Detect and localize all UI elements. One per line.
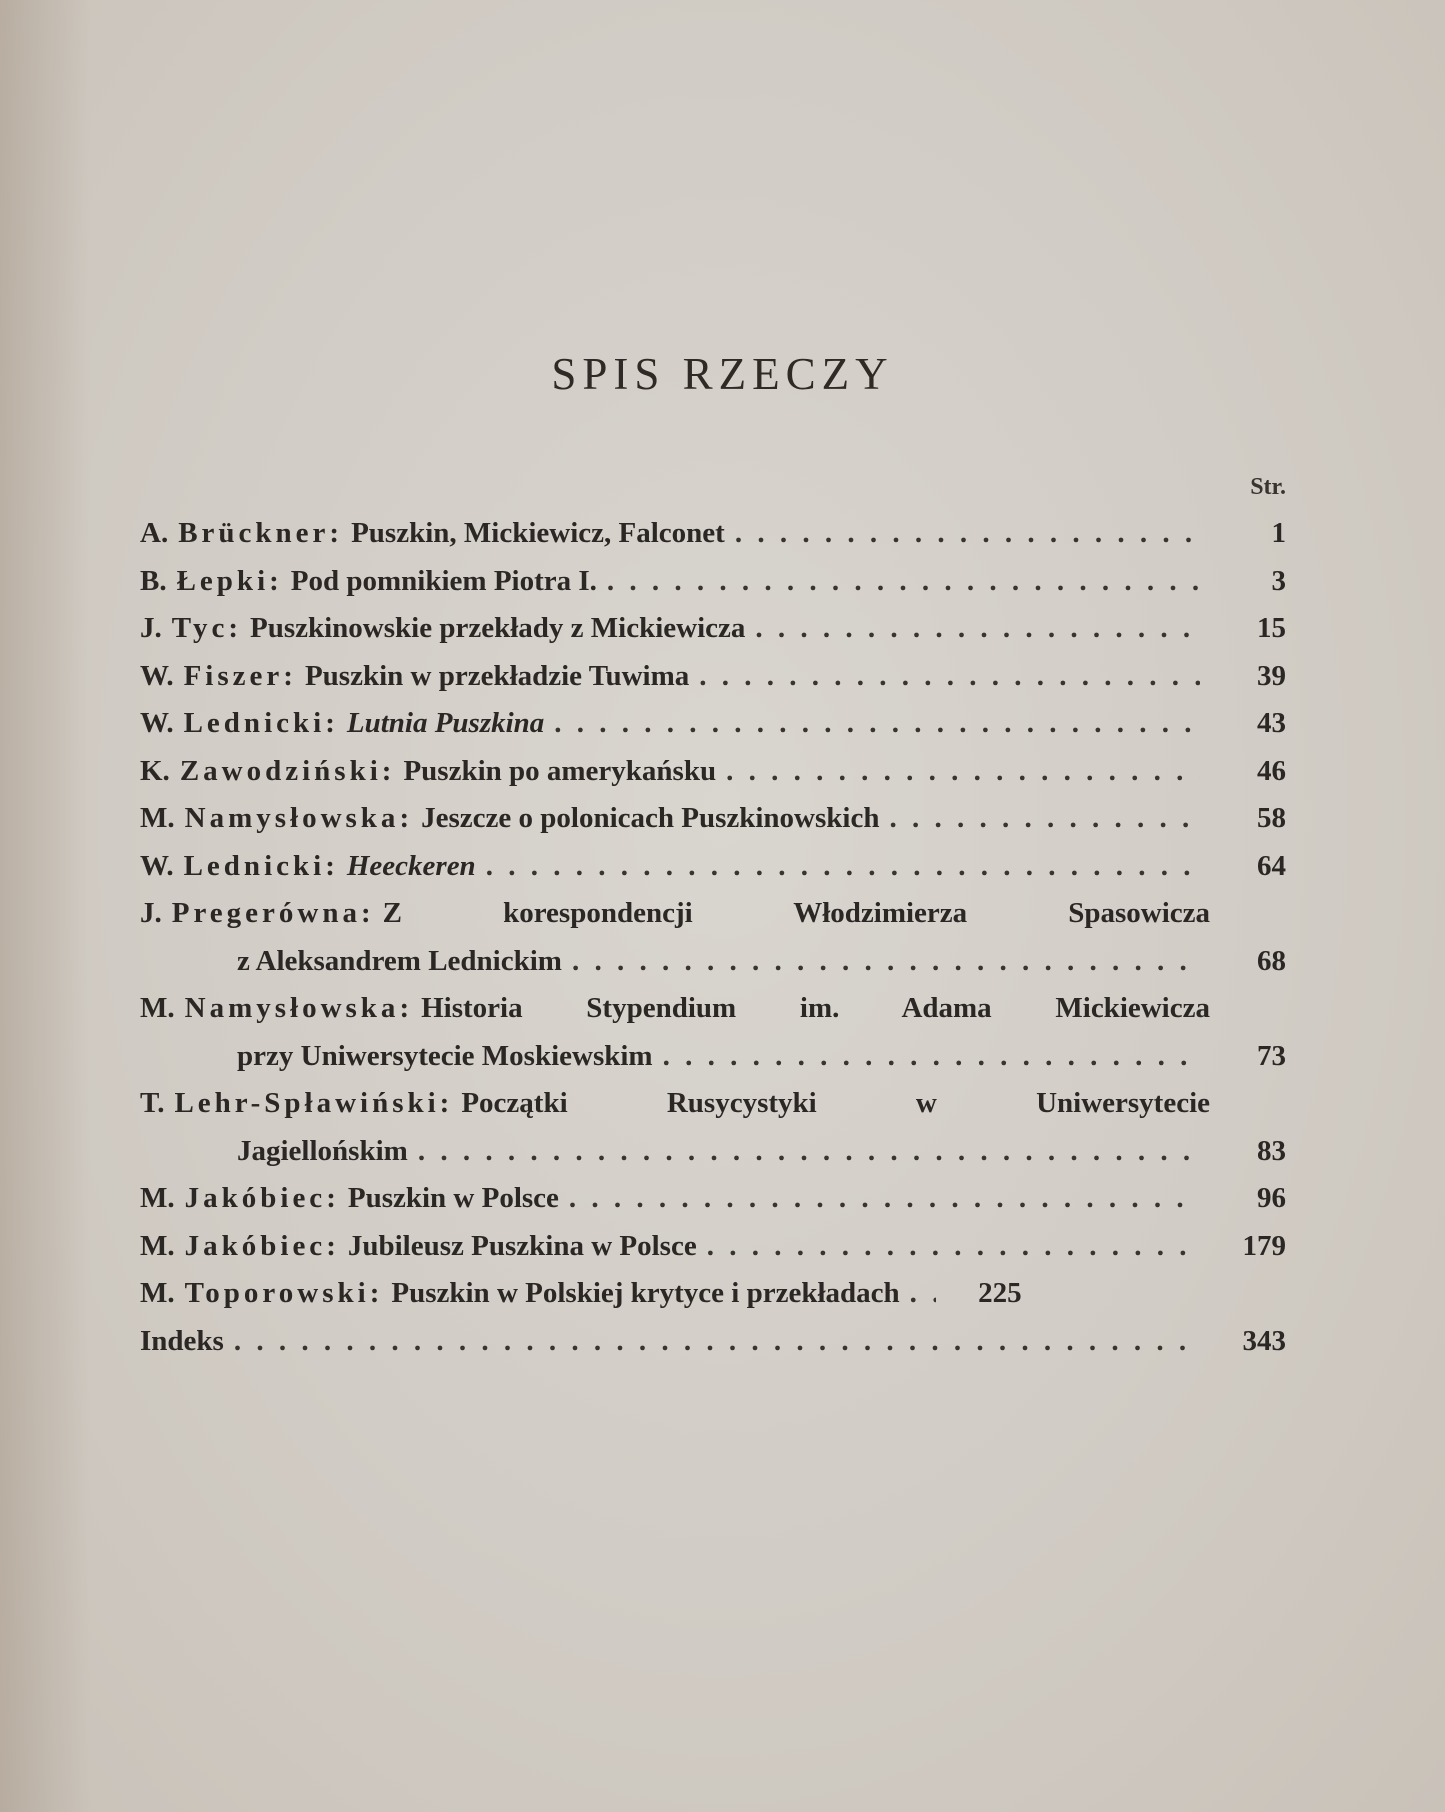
entry-page-number: 83: [1257, 1134, 1286, 1167]
entry-title: Pod pomnikiem Piotra I.: [290, 564, 597, 597]
toc-entry: M. Jakóbiec : Puszkin w Polsce . . . 96: [140, 1175, 1286, 1223]
dot-leader: [699, 653, 1200, 701]
entry-page-number: 43: [1257, 707, 1286, 739]
entry-author: W. Lednicki: [140, 707, 326, 739]
entry-page-number: 1: [1271, 517, 1286, 549]
page-column-label: Str.: [1250, 474, 1286, 500]
entry-title: Puszkin, Mickiewicz, Falconet: [351, 517, 725, 549]
table-of-contents: [140, 510, 1286, 1365]
dot-leader: [726, 748, 1200, 796]
toc-entry: W. Lednicki : Lutnia Puszkina . . . 43: [140, 700, 1286, 748]
entry-author: T. Lehr-Spławiński: [140, 1087, 440, 1119]
toc-entry-continuation: [140, 1128, 1286, 1176]
entry-title: Jeszcze o polonicach Puszkinowskich: [421, 802, 880, 834]
entry-title: Jubileusz Puszkina w Polsce: [347, 1229, 697, 1262]
toc-entry: M. Jakóbiec : Jubileusz Puszkina w Polsce . . . 179: [140, 1223, 1286, 1271]
entry-author: M. Namysłowska: [140, 992, 400, 1024]
entry-author: M. Jakóbiec: [140, 1229, 327, 1262]
entry-author: W. Lednicki: [140, 849, 326, 882]
entry-title: Historia Stypendium im. Adama Mickiewicza: [421, 992, 1210, 1024]
entry-page-number: 39: [1257, 659, 1286, 692]
toc-entry: W. Lednicki : Heeckeren . . . 64: [140, 843, 1286, 891]
toc-entry: J. Tyc : Puszkinowskie przekłady z Mickiewicza . . . 15: [140, 605, 1286, 653]
toc-entry: M. Namysłowska : Jeszcze o polonicach Puszkinowskich . . . 58: [140, 795, 1286, 843]
entry-title-continuation: z Aleksandrem Lednickim: [237, 944, 562, 977]
entry-page-number: 58: [1257, 802, 1286, 834]
toc-entry: T. Lehr-Spławiński : Początki Rusycystyki w Uniwersytecie: [140, 1080, 1286, 1128]
toc-entry: M. Namysłowska : Historia Stypendium im. Adama Mickiewicza: [140, 985, 1286, 1033]
entry-title: Puszkin w Polskiej krytyce i przekładach: [391, 1277, 900, 1309]
toc-entry-continuation: [140, 1033, 1286, 1081]
entry-author: B. Łepki: [140, 564, 270, 597]
toc-entry-continuation: [140, 938, 1286, 986]
entry-title: Heeckeren: [346, 849, 476, 882]
toc-entry: J. Pregerówna : Z korespondencji Włodzimierza Spasowicza: [140, 890, 1286, 938]
entry-page-number: 15: [1257, 612, 1286, 644]
entry-author: M. Jakóbiec: [140, 1182, 327, 1214]
dot-leader: [755, 605, 1200, 653]
dot-leader: [707, 1223, 1200, 1271]
entry-title: Lutnia Puszkina: [346, 707, 545, 739]
dot-leader: [889, 795, 1200, 843]
entry-title-continuation: Jagiellońskim: [237, 1134, 408, 1167]
entry-page-number: 96: [1257, 1182, 1286, 1214]
entry-title: Indeks: [140, 1324, 224, 1357]
dot-leader: [910, 1270, 936, 1318]
toc-entry: M. Toporowski : Puszkin w Polskiej krytyce i przekładach . . . 225: [140, 1270, 1286, 1318]
entry-author: J. Pregerówna: [140, 897, 361, 929]
entry-author: M. Namysłowska: [140, 802, 400, 834]
entry-author: A. Brückner: [140, 517, 330, 549]
dot-leader: [418, 1128, 1200, 1176]
dot-leader: [607, 558, 1200, 606]
entry-page-number: 64: [1257, 849, 1286, 882]
entry-title: Początki Rusycystyki w Uniwersytecie: [461, 1087, 1210, 1119]
dot-leader: [554, 700, 1200, 748]
entry-page-number: 68: [1257, 944, 1286, 977]
entry-page-number: 179: [1242, 1229, 1286, 1262]
toc-entry: A. Brückner : Puszkin, Mickiewicz, Falconet . . . 1: [140, 510, 1286, 558]
toc-entry: W. Fiszer : Puszkin w przekładzie Tuwima . . . 39: [140, 653, 1286, 701]
dot-leader: [234, 1318, 1200, 1366]
entry-page-number: 225: [978, 1277, 1022, 1309]
entry-author: W. Fiszer: [140, 659, 284, 692]
page-gutter-shadow: [0, 0, 90, 1812]
toc-entry: K. Zawodziński : Puszkin po amerykańsku . . . 46: [140, 748, 1286, 796]
page-title: SPIS RZECZY: [551, 349, 894, 399]
dot-leader: [663, 1033, 1200, 1081]
entry-author: K. Zawodziński: [140, 754, 382, 787]
toc-entry: [140, 1318, 1286, 1366]
entry-title: Puszkinowskie przekłady z Mickiewicza: [249, 612, 746, 644]
entry-page-number: 46: [1257, 754, 1286, 787]
entry-page-number: 343: [1242, 1324, 1286, 1357]
entry-page-number: 3: [1271, 564, 1286, 597]
entry-author: M. Toporowski: [140, 1277, 370, 1309]
entry-title-continuation: przy Uniwersytecie Moskiewskim: [237, 1039, 653, 1072]
entry-title: Puszkin w Polsce: [347, 1182, 559, 1214]
entry-author: J. Tyc: [140, 612, 229, 644]
dot-leader: [486, 843, 1200, 891]
entry-title: Puszkin po amerykańsku: [403, 754, 717, 787]
toc-entry: B. Łepki : Pod pomnikiem Piotra I. . . . 3: [140, 558, 1286, 606]
entry-title: Puszkin w przekładzie Tuwima: [304, 659, 690, 692]
entry-page-number: 73: [1257, 1039, 1286, 1072]
dot-leader: [572, 938, 1200, 986]
entry-title: Z korespondencji Włodzimierza Spasowicza: [382, 897, 1210, 929]
dot-leader: [735, 510, 1200, 558]
dot-leader: [569, 1175, 1200, 1223]
